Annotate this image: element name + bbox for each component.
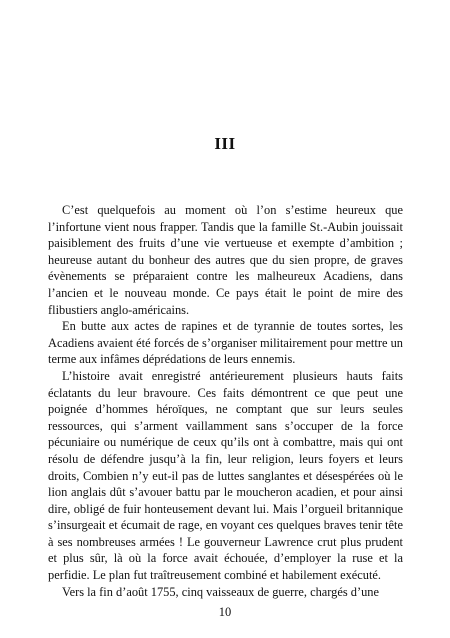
chapter-heading: III	[214, 134, 236, 153]
paragraph: C’est quelquefois au moment où l’on s’estime heureux que l’infortune vient nous frapper. Tandis que la famille St.-Aubin jouissait paisiblement des fruits d’une vie vertueuse et exempte d’ambition ; heureuse autant du bonheur des autres que du sien propre, de graves évènements se préparaient contre les malheureux Acadiens, dans l’ancien et le nouveau monde. Ce pays était le point de mire des flibustiers anglo-américains.	[48, 203, 403, 317]
paragraph: Vers la fin d’août 1755, cinq vaisseaux de guerre, chargés d’une	[62, 584, 380, 599]
page-number: 10	[218, 605, 232, 619]
paragraph: L’histoire avait enregistré antérieurement plusieurs hauts faits éclatants du leur bravoure. Ces faits démontrent ce que peut une poignée d’hommes héroïques, ne comptant que sur leurs seules ressources, qui s’arment vaillamment sans s’occuper de la force pécuniaire ou numérique de ceux qu’ils ont à combattre, mais qui ont résolu de défendre jusqu’à la fin, leur religion, leurs foyers et leurs droits, Combien n’y eut-il pas de luttes sanglantes et désespérées où le lion anglais dût s’avouer battu par le moucheron acadien, et pour ainsi dire, obligé de fuir honteusement devant lui. Mais l’orgueil britannique s’insurgeait et écumait de rage, en voyant ces quelques braves tenir tête à ses nombreuses armées ! Le gouverneur Lawrence crut plus prudent et plus sûr, là où la force avait échouée, d’employer la ruse et la perfidie. Le plan fut traîtreusement combiné et habilement exécuté.	[48, 368, 403, 583]
body-text	[48, 202, 403, 600]
paragraph: En butte aux actes de rapines et de tyrannie de toutes sortes, les Acadiens avaient été forcés de s’organiser militairement pour mettre un terme aux infâmes déprédations de leurs ennemis.	[48, 319, 403, 367]
